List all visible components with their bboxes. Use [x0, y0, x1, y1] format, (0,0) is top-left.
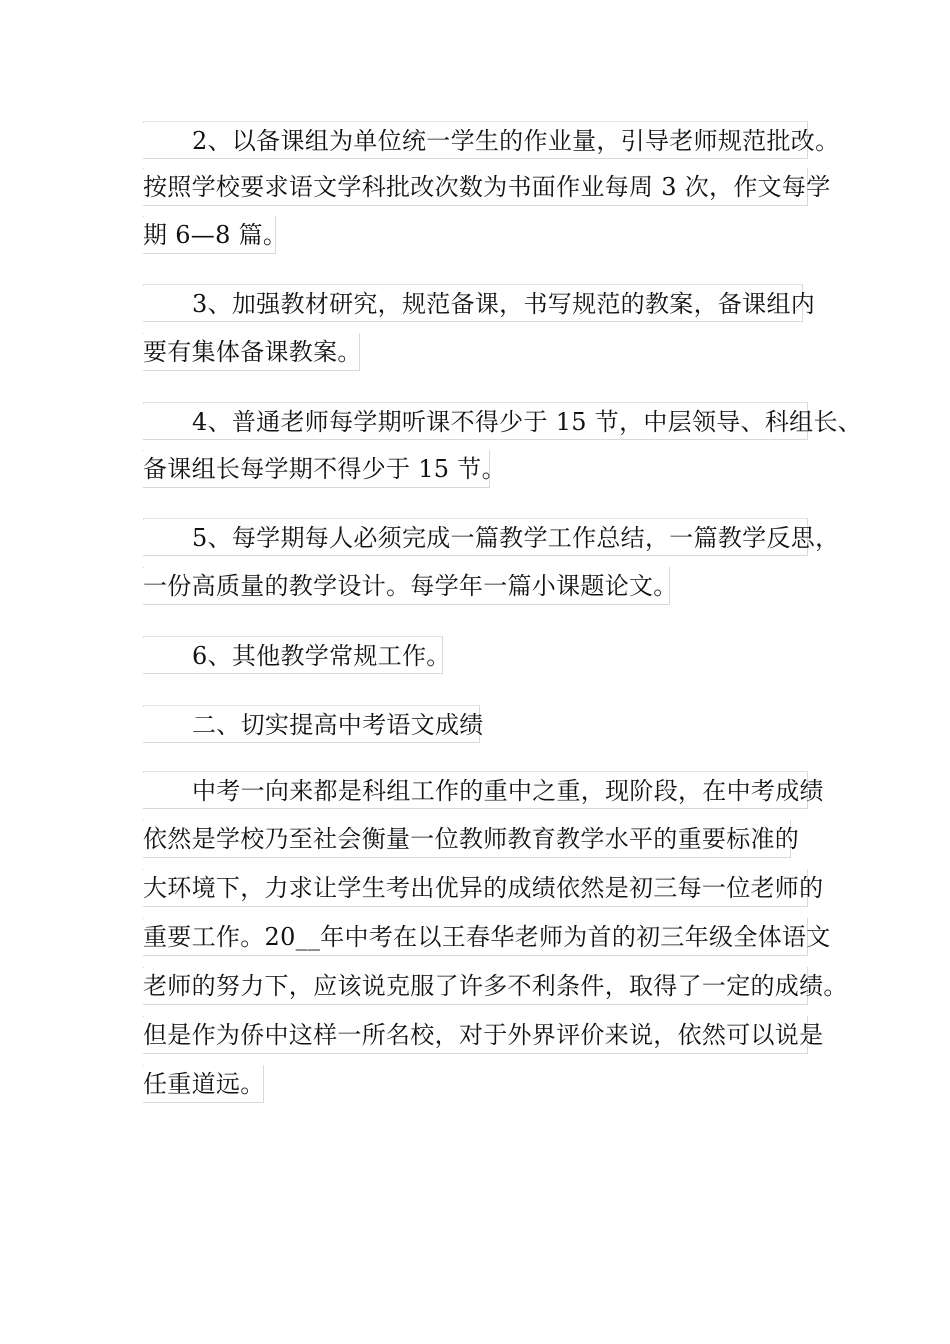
paragraph-1-line-1: 2、以备课组为单位统一学生的作业量，引导老师规范批改。 [143, 121, 808, 159]
paragraph-4-line-2: 一份高质量的教学设计。每学年一篇小课题论文。 [143, 567, 670, 605]
paragraph-1-line-3: 期 6—8 篇。 [143, 216, 276, 254]
paragraph-3-line-1: 4、普通老师每学期听课不得少于 15 节，中层领导、科组长、 [143, 402, 808, 440]
paragraph-6-line-6: 但是作为侨中这样一所名校，对于外界评价来说，依然可以说是 [143, 1016, 808, 1054]
paragraph-2-line-1: 3、加强教材研究，规范备课，书写规范的教案，备课组内 [143, 284, 803, 322]
paragraph-6-line-1: 中考一向来都是科组工作的重中之重，现阶段，在中考成绩 [143, 771, 808, 809]
paragraph-6-line-2: 依然是学校乃至社会衡量一位教师教育教学水平的重要标准的 [143, 820, 791, 858]
paragraph-4-line-1: 5、每学期每人必须完成一篇教学工作总结，一篇教学反思， [143, 518, 808, 556]
paragraph-6-line-4: 重要工作。20__年中考在以王春华老师为首的初三年级全体语文 [143, 918, 808, 956]
paragraph-5-line-1: 6、其他教学常规工作。 [143, 636, 443, 674]
paragraph-1-line-2: 按照学校要求语文学科批改次数为书面作业每周 3 次，作文每学 [143, 168, 808, 206]
section-heading: 二、切实提高中考语文成绩 [143, 705, 480, 743]
paragraph-3-line-2: 备课组长每学期不得少于 15 节。 [143, 450, 490, 488]
paragraph-2-line-2: 要有集体备课教案。 [143, 333, 360, 371]
paragraph-6-line-7: 任重道远。 [143, 1065, 264, 1103]
paragraph-6-line-5: 老师的努力下，应该说克服了许多不利条件，取得了一定的成绩。 [143, 967, 808, 1005]
paragraph-6-line-3: 大环境下，力求让学生考出优异的成绩依然是初三每一位老师的 [143, 869, 808, 907]
